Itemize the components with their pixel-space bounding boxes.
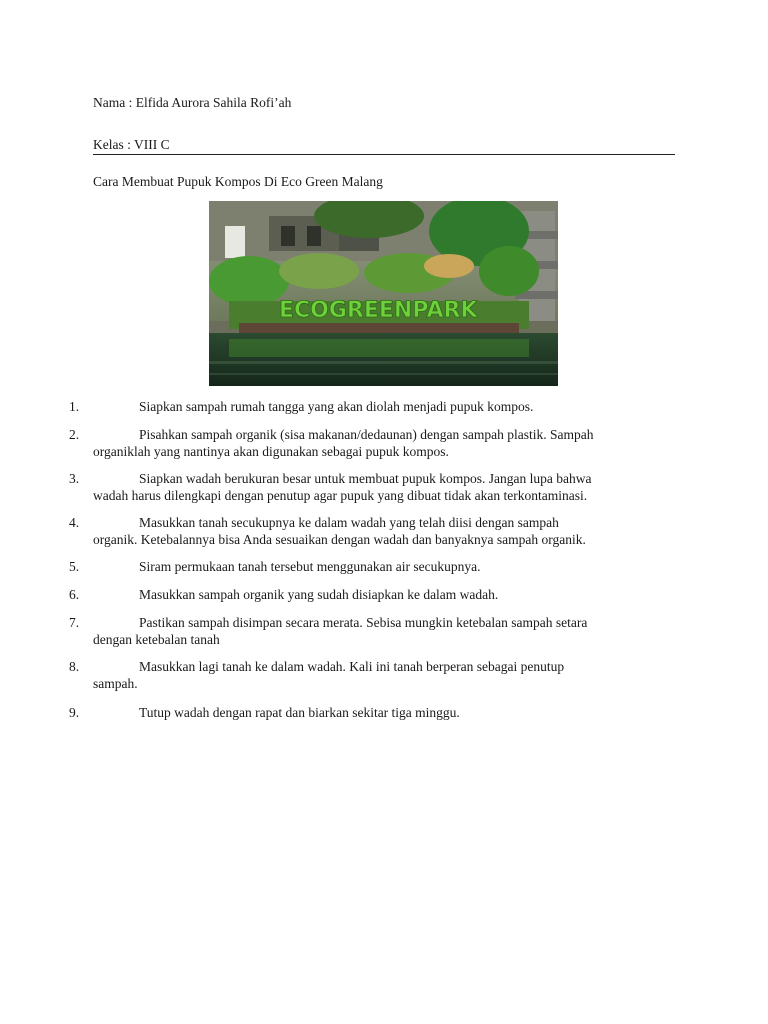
list-item-line: Masukkan tanah secukupnya ke dalam wadah yang telah diisi dengan sampah xyxy=(139,515,559,530)
list-item-text xyxy=(93,614,671,648)
list-item-number: 3. xyxy=(69,471,80,486)
list-item-text xyxy=(93,398,671,415)
list-item-number: 1. xyxy=(69,399,80,414)
list-item-text xyxy=(93,558,671,575)
list-item-number: 8. xyxy=(69,659,80,674)
student-name: Nama : Elfida Aurora Sahila Rofi’ah xyxy=(93,95,292,110)
header-divider xyxy=(93,154,675,155)
list-item-line: Siapkan sampah rumah tangga yang akan diolah menjadi pupuk kompos. xyxy=(139,399,534,414)
list-item-line: Masukkan sampah organik yang sudah disiapkan ke dalam wadah. xyxy=(139,587,499,602)
student-class: Kelas : VIII C xyxy=(93,137,170,152)
list-item-text xyxy=(93,426,671,460)
sign-text: ECOGREENPARK xyxy=(279,298,478,323)
list-item-text xyxy=(93,658,671,692)
list-item-line: organiklah yang nantinya akan digunakan sebagai pupuk kompos. xyxy=(93,444,449,459)
list-item-line: organik. Ketebalannya bisa Anda sesuaikan dengan wadah dan banyaknya sampah organik. xyxy=(93,532,586,547)
list-item-number: 2. xyxy=(69,427,80,442)
document-title: Cara Membuat Pupuk Kompos Di Eco Green Malang xyxy=(93,174,383,189)
list-item-line: Pastikan sampah disimpan secara merata. Sebisa mungkin ketebalan sampah setara xyxy=(139,615,588,630)
list-item-text xyxy=(93,514,671,548)
list-item-line: dengan ketebalan tanah xyxy=(93,632,220,647)
list-item-number: 9. xyxy=(69,705,80,720)
list-item-line: Pisahkan sampah organik (sisa makanan/dedaunan) dengan sampah plastik. Sampah xyxy=(139,427,594,442)
list-item-number: 7. xyxy=(69,615,80,630)
list-item-text xyxy=(93,470,671,504)
list-item-line: Siram permukaan tanah tersebut menggunakan air secukupnya. xyxy=(139,559,481,574)
list-item-text xyxy=(93,586,671,603)
list-item-text xyxy=(93,704,671,721)
list-item-line: sampah. xyxy=(93,676,138,691)
eco-green-park-photo xyxy=(209,201,558,386)
list-item-line: Siapkan wadah berukuran besar untuk membuat pupuk kompos. Jangan lupa bahwa xyxy=(139,471,592,486)
list-item-line: Tutup wadah dengan rapat dan biarkan sekitar tiga minggu. xyxy=(139,705,460,720)
photo-illustration xyxy=(209,201,558,386)
list-item-number: 6. xyxy=(69,587,80,602)
list-item-number: 4. xyxy=(69,515,80,530)
list-item-line: Masukkan lagi tanah ke dalam wadah. Kali ini tanah berperan sebagai penutup xyxy=(139,659,565,674)
list-item-line: wadah harus dilengkapi dengan penutup agar pupuk yang dibuat tidak akan terkontaminasi. xyxy=(93,488,588,503)
list-item-number: 5. xyxy=(69,559,80,574)
